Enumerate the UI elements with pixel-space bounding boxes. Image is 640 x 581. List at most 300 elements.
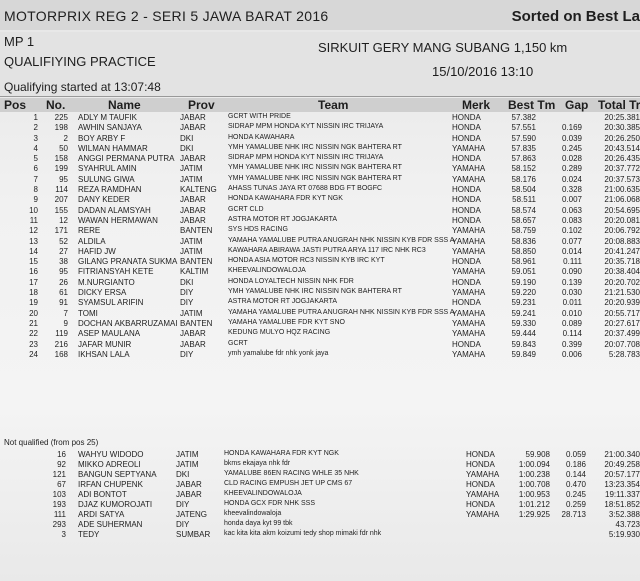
total-time-cell: 20:27.617: [604, 318, 640, 328]
number-cell: 198: [54, 123, 68, 133]
name-cell: ADE SUHERMAN: [78, 520, 143, 529]
team-cell: HONDA KAWAHARA FDR KYT NGK: [224, 450, 339, 457]
best-time-cell: 58.511: [512, 195, 536, 205]
table-header: [0, 98, 640, 112]
gap-cell: 0.470: [565, 480, 586, 489]
gap-cell: 0.028: [561, 154, 582, 164]
number-cell: 199: [54, 164, 68, 174]
number-cell: 216: [54, 339, 68, 349]
province-cell: DKI: [180, 277, 194, 287]
team-cell: YAMALUBE 86EN RACING WHLE 35 NHK: [224, 470, 359, 477]
number-cell: 16: [57, 450, 66, 459]
table-row: [0, 278, 640, 288]
number-cell: 95: [59, 267, 68, 277]
total-time-cell: 20:37.499: [604, 329, 640, 339]
team-cell: SYS HDS RACING: [228, 226, 288, 234]
name-cell: SYAHRUL AMIN: [78, 164, 137, 174]
header-gap: Gap: [565, 98, 589, 112]
table-row: [0, 460, 640, 470]
table-row: [0, 257, 640, 267]
name-cell: BOY ARBY F: [78, 133, 126, 143]
total-time-cell: 20:37.573: [604, 174, 640, 184]
gap-cell: 0.245: [561, 143, 582, 153]
number-cell: 2: [63, 133, 68, 143]
name-cell: DOCHAN AKBARRUZAMAI: [78, 318, 178, 328]
name-cell: ADI BONTOT: [78, 490, 127, 499]
number-cell: 103: [52, 490, 66, 499]
table-row: [0, 267, 640, 277]
best-time-cell: 58.574: [511, 205, 536, 215]
name-cell: WAHYU WIDODO: [78, 450, 144, 459]
province-cell: DIY: [180, 298, 194, 308]
gap-cell: 0.089: [561, 318, 582, 328]
number-cell: 9: [63, 318, 68, 328]
qualifying-start-label: Qualifying started at 13:07:48: [4, 80, 161, 94]
table-row: [0, 247, 640, 257]
gap-cell: 0.245: [565, 490, 586, 499]
pos-cell: 15: [29, 257, 38, 267]
province-cell: DKI: [176, 470, 190, 479]
team-cell: kac kita kita akm koizumi tedy shop mimaki fdr nhk: [224, 530, 382, 537]
brand-cell: HONDA: [452, 154, 481, 164]
brand-cell: YAMAHA: [452, 318, 486, 328]
total-time-cell: 20:26.435: [604, 154, 640, 164]
gap-cell: 0.114: [562, 329, 582, 339]
table-row: [0, 237, 640, 247]
name-cell: REZA RAMDHAN: [78, 185, 142, 195]
team-cell: GCRT CLD: [228, 205, 264, 213]
team-cell: ymh yamalube fdr nhk yonk jaya: [228, 349, 329, 357]
title-bar: [0, 0, 640, 30]
province-cell: JABAR: [176, 490, 202, 499]
brand-cell: YAMAHA: [452, 226, 486, 236]
gap-cell: 0.083: [561, 215, 582, 225]
table-row: [0, 175, 640, 185]
gap-cell: 0.169: [561, 123, 582, 133]
number-cell: 121: [52, 470, 66, 479]
best-time-cell: 57.590: [511, 133, 536, 143]
number-cell: 61: [59, 288, 68, 298]
team-cell: KHEEVALINDOWALOJA: [224, 490, 302, 497]
pos-cell: 1: [33, 113, 38, 122]
gap-cell: 0.111: [563, 257, 582, 267]
table-row: [0, 154, 640, 164]
sort-label: Sorted on Best La: [511, 8, 640, 25]
best-time-cell: 57.382: [511, 113, 536, 122]
pos-cell: 22: [29, 329, 38, 339]
brand-cell: HONDA: [466, 450, 495, 459]
name-cell: FITRIANSYAH KETE: [78, 267, 154, 277]
team-cell: SIDRAP MPM HONDA KYT NISSIN IRC TRIJAYA: [228, 154, 384, 162]
brand-cell: HONDA: [452, 277, 481, 287]
brand-cell: YAMAHA: [452, 288, 486, 298]
brand-cell: HONDA: [452, 298, 481, 308]
total-time-cell: 21:06.068: [604, 195, 640, 205]
name-cell: ASEP MAULANA: [78, 329, 141, 339]
best-time-cell: 57.835: [511, 143, 536, 153]
gap-cell: 0.259: [565, 500, 586, 509]
pos-cell: 21: [29, 318, 38, 328]
table-row: [0, 144, 640, 154]
province-cell: JATIM: [180, 308, 203, 318]
class-label: MP 1: [4, 34, 35, 49]
table-row: [0, 309, 640, 319]
team-cell: GCRT: [228, 339, 248, 347]
header-total: Total Tr: [598, 98, 640, 112]
gap-cell: 0.289: [561, 164, 582, 174]
brand-cell: HONDA: [452, 185, 481, 195]
province-cell: DIY: [176, 500, 190, 509]
table-row: [0, 298, 640, 308]
number-cell: 95: [59, 174, 68, 184]
brand-cell: YAMAHA: [452, 246, 486, 256]
total-time-cell: 20:20.702: [604, 277, 640, 287]
best-time-cell: 59.444: [511, 329, 536, 339]
total-time-cell: 18:51.852: [604, 500, 640, 509]
number-cell: 207: [54, 195, 68, 205]
province-cell: JATIM: [180, 236, 203, 246]
total-time-cell: 20:20.081: [604, 215, 640, 225]
number-cell: 27: [59, 246, 68, 256]
brand-cell: YAMAHA: [466, 490, 500, 499]
name-cell: TOMI: [78, 308, 98, 318]
number-cell: 225: [54, 113, 68, 122]
pos-cell: 10: [29, 205, 38, 215]
brand-cell: HONDA: [466, 500, 495, 509]
name-cell: WAWAN HERMAWAN: [78, 215, 158, 225]
team-cell: HONDA KAWAHARA: [228, 133, 295, 141]
table-row: [0, 350, 640, 360]
header-team: Team: [318, 98, 349, 112]
gap-cell: 0.006: [561, 349, 582, 359]
province-cell: JABAR: [180, 205, 206, 215]
best-time-cell: 1:01.212: [518, 500, 550, 509]
team-cell: YMH YAMALUBE NHK IRC NISSIN NGK BAHTERA RT: [228, 288, 402, 296]
number-cell: 293: [52, 520, 66, 529]
pos-cell: 12: [29, 226, 38, 236]
pos-cell: 11: [29, 215, 38, 225]
total-time-cell: 20:08.883: [604, 236, 640, 246]
team-cell: CLD RACING EMPUSH JET UP CMS 67: [224, 480, 353, 487]
best-time-cell: 58.961: [511, 257, 536, 267]
table-row: [0, 319, 640, 329]
total-time-cell: 20:26.250: [604, 133, 640, 143]
team-cell: bkms ekajaya nhk fdr: [224, 460, 291, 467]
gap-cell: 0.024: [561, 174, 582, 184]
best-time-cell: 59.190: [511, 277, 536, 287]
number-cell: 119: [55, 329, 68, 339]
best-time-cell: 58.657: [511, 215, 536, 225]
pos-cell: 9: [33, 195, 38, 205]
table-row: [0, 195, 640, 205]
table-row: [0, 134, 640, 144]
pos-cell: 18: [29, 288, 38, 298]
name-cell: ANGGI PERMANA PUTRA: [78, 154, 175, 164]
table-row: [0, 113, 640, 123]
brand-cell: YAMAHA: [452, 174, 486, 184]
team-cell: YAMAHA YAMALUBE FDR KYT SNO: [228, 318, 345, 326]
session-info: [0, 32, 640, 96]
gap-cell: 0.014: [561, 246, 582, 256]
table-row: [0, 450, 640, 460]
province-cell: DKI: [180, 133, 194, 143]
pos-cell: 14: [29, 246, 38, 256]
brand-cell: YAMAHA: [452, 329, 486, 339]
table-row: [0, 123, 640, 133]
team-cell: KHEEVALINDOWALOJA: [228, 267, 306, 275]
best-time-cell: 1:00.708: [518, 480, 550, 489]
total-time-cell: 20:38.404: [604, 267, 640, 277]
name-cell: SYAMSUL ARIFIN: [78, 298, 144, 308]
team-cell: GCRT WITH PRIDE: [228, 113, 291, 120]
province-cell: DIY: [180, 349, 194, 359]
brand-cell: HONDA: [452, 123, 481, 133]
total-time-cell: 20:35.718: [604, 257, 640, 267]
name-cell: RERE: [78, 226, 101, 236]
team-cell: YAMAHA YAMALUBE PUTRA ANUGRAH NHK NISSIN KYB FDR SSS A: [228, 236, 455, 244]
province-cell: JABAR: [180, 215, 206, 225]
pos-cell: 20: [29, 308, 38, 318]
province-cell: BANTEN: [180, 257, 213, 267]
province-cell: DIY: [176, 520, 190, 529]
team-cell: HONDA GCX FDR NHK SSS: [224, 500, 316, 507]
number-cell: 12: [59, 215, 68, 225]
name-cell: DICKY ERSA: [78, 288, 127, 298]
total-time-cell: 5:19.930: [608, 530, 640, 539]
province-cell: KALTENG: [180, 185, 217, 195]
total-time-cell: 3:52.388: [608, 510, 640, 519]
province-cell: JATIM: [180, 246, 203, 256]
total-time-cell: 20:54.695: [604, 205, 640, 215]
province-cell: BANTEN: [180, 226, 213, 236]
province-cell: JABAR: [180, 339, 206, 349]
gap-cell: 0.007: [561, 195, 582, 205]
name-cell: DANY KEDER: [78, 195, 130, 205]
gap-cell: 0.144: [565, 470, 586, 479]
header-name: Name: [108, 98, 141, 112]
total-time-cell: 13:23.354: [604, 480, 640, 489]
total-time-cell: 21:21.530: [604, 288, 640, 298]
number-cell: 168: [54, 349, 68, 359]
gap-cell: 0.186: [565, 460, 586, 469]
table-row: [0, 520, 640, 530]
best-time-cell: 59.220: [511, 288, 536, 298]
gap-cell: 0.328: [561, 185, 582, 195]
name-cell: SULUNG GIWA: [78, 174, 135, 184]
table-row: [0, 490, 640, 500]
province-cell: JABAR: [180, 123, 206, 133]
brand-cell: HONDA: [452, 339, 481, 349]
gap-cell: 0.030: [561, 288, 582, 298]
number-cell: 92: [57, 460, 66, 469]
team-cell: ASTRA MOTOR RT JOGJAKARTA: [228, 215, 338, 223]
table-row: [0, 470, 640, 480]
table-row: [0, 226, 640, 236]
best-time-cell: 58.759: [511, 226, 536, 236]
table-row: [0, 206, 640, 216]
total-time-cell: 20:20.939: [604, 298, 640, 308]
gap-cell: 0.010: [561, 308, 582, 318]
number-cell: 38: [59, 257, 68, 267]
number-cell: 171: [54, 226, 68, 236]
best-time-cell: 58.152: [511, 164, 536, 174]
best-time-cell: 1:00.238: [518, 470, 550, 479]
total-time-cell: 20:37.772: [604, 164, 640, 174]
team-cell: AHASS TUNAS JAYA RT 07688 BDG FT BOGFC: [228, 185, 383, 193]
pos-cell: 17: [29, 277, 38, 287]
gap-cell: 0.059: [565, 450, 586, 459]
best-time-cell: 57.551: [511, 123, 536, 133]
number-cell: 158: [54, 154, 68, 164]
best-time-cell: 59.843: [511, 339, 536, 349]
brand-cell: HONDA: [452, 113, 481, 122]
brand-cell: HONDA: [452, 215, 481, 225]
number-cell: 111: [53, 510, 66, 519]
brand-cell: YAMAHA: [452, 349, 486, 359]
table-row: [0, 288, 640, 298]
name-cell: M.NURGIANTO: [78, 277, 135, 287]
number-cell: 52: [59, 236, 68, 246]
gap-cell: 28.713: [561, 510, 586, 519]
session-label: QUALIFIYING PRACTICE: [4, 54, 156, 69]
brand-cell: HONDA: [452, 257, 481, 267]
number-cell: 114: [55, 185, 68, 195]
total-time-cell: 20:25.381: [604, 113, 640, 122]
brand-cell: YAMAHA: [452, 236, 486, 246]
pos-cell: 5: [33, 154, 38, 164]
team-cell: ASTRA MOTOR RT JOGJAKARTA: [228, 298, 338, 306]
number-cell: 91: [59, 298, 68, 308]
total-time-cell: 5:28.783: [608, 349, 640, 359]
gap-cell: 0.090: [561, 267, 582, 277]
total-time-cell: 20:43.514: [604, 143, 640, 153]
table-row: [0, 340, 640, 350]
pos-cell: 8: [33, 185, 38, 195]
name-cell: IRFAN CHUPENK: [78, 480, 143, 489]
number-cell: 3: [61, 530, 66, 539]
gap-cell: 0.102: [561, 226, 582, 236]
total-time-cell: 20:55.717: [604, 308, 640, 318]
team-cell: HONDA LOYALTECH NISSIN NHK FDR: [228, 277, 354, 285]
best-time-cell: 59.908: [525, 450, 550, 459]
name-cell: BANGUN SEPTYANA: [78, 470, 157, 479]
name-cell: DJAZ KUMOROJATI: [78, 500, 153, 509]
name-cell: ADLY M TAUFIK: [78, 113, 137, 122]
date-label: 15/10/2016 13:10: [432, 64, 534, 79]
total-time-cell: 20:57.177: [604, 470, 640, 479]
total-time-cell: 20:07.708: [604, 339, 640, 349]
pos-cell: 16: [29, 267, 38, 277]
brand-cell: YAMAHA: [452, 164, 486, 174]
province-cell: DKI: [180, 143, 194, 153]
circuit-label: SIRKUIT GERY MANG SUBANG 1,150 km: [318, 40, 568, 55]
province-cell: JATENG: [176, 510, 207, 519]
gap-cell: 0.011: [562, 298, 582, 308]
results-table: [0, 113, 640, 360]
table-row: [0, 329, 640, 339]
pos-cell: 2: [33, 123, 38, 133]
team-cell: HONDA KAWAHARA FDR KYT NGK: [228, 195, 343, 203]
pos-cell: 3: [33, 133, 38, 143]
team-cell: YAMAHA YAMALUBE PUTRA ANUGRAH NHK NISSIN KYB FDR SSS A: [228, 308, 455, 316]
total-time-cell: 20:49.258: [604, 460, 640, 469]
total-time-cell: 19:11.337: [605, 490, 640, 499]
team-cell: honda daya kyt 99 tbk: [224, 520, 293, 527]
province-cell: BANTEN: [180, 318, 213, 328]
brand-cell: YAMAHA: [452, 267, 486, 277]
province-cell: JABAR: [180, 329, 206, 339]
gap-cell: 0.063: [561, 205, 582, 215]
best-time-cell: 58.176: [511, 174, 536, 184]
table-row: [0, 530, 640, 540]
pos-cell: 23: [29, 339, 38, 349]
province-cell: JABAR: [180, 154, 206, 164]
best-time-cell: 1:29.925: [518, 510, 550, 519]
best-time-cell: 1:00.094: [518, 460, 550, 469]
total-time-cell: 43.723: [615, 520, 640, 529]
table-row: [0, 185, 640, 195]
name-cell: JAFAR MUNIR: [78, 339, 132, 349]
number-cell: 67: [57, 480, 66, 489]
province-cell: JATIM: [176, 460, 199, 469]
brand-cell: YAMAHA: [466, 510, 500, 519]
table-row: [0, 510, 640, 520]
gap-cell: 0.139: [561, 277, 582, 287]
gap-cell: 0.399: [561, 339, 582, 349]
pos-cell: 4: [33, 143, 38, 153]
brand-cell: YAMAHA: [452, 143, 486, 153]
province-cell: SUMBAR: [176, 530, 211, 539]
province-cell: JABAR: [180, 113, 206, 122]
best-time-cell: 58.836: [511, 236, 536, 246]
total-time-cell: 21:00.635: [604, 185, 640, 195]
team-cell: HONDA ASIA MOTOR RC3 NISSIN KYB IRC KYT: [228, 257, 385, 265]
best-time-cell: 59.051: [511, 267, 536, 277]
team-cell: YMH YAMALUBE NHK IRC NISSIN NGK BAHTERA RT: [228, 174, 402, 182]
table-row: [0, 216, 640, 226]
name-cell: GILANG PRANATA SUKMA: [78, 257, 178, 267]
best-time-cell: 58.850: [511, 246, 536, 256]
not-qualified-table: [0, 450, 640, 540]
number-cell: 50: [59, 143, 68, 153]
best-time-cell: 57.863: [511, 154, 536, 164]
province-cell: JATIM: [180, 174, 203, 184]
table-row: [0, 500, 640, 510]
name-cell: IKHSAN LALA: [78, 349, 130, 359]
best-time-cell: 59.849: [511, 349, 536, 359]
team-cell: KEDUNG MULYO HQZ RACING: [228, 329, 331, 337]
brand-cell: HONDA: [466, 480, 495, 489]
best-time-cell: 58.504: [511, 185, 536, 195]
gap-cell: 0.039: [561, 133, 582, 143]
pos-cell: 13: [29, 236, 38, 246]
pos-cell: 7: [33, 174, 38, 184]
name-cell: WILMAN HAMMAR: [78, 143, 148, 153]
brand-cell: YAMAHA: [466, 470, 500, 479]
province-cell: JATIM: [176, 450, 199, 459]
province-cell: KALTIM: [180, 267, 209, 277]
header-merk: Merk: [462, 98, 491, 112]
not-qualified-label: Not qualified (from pos 25): [4, 438, 99, 447]
pos-cell: 19: [29, 298, 38, 308]
brand-cell: HONDA: [466, 460, 495, 469]
brand-cell: HONDA: [452, 133, 481, 143]
best-time-cell: 59.241: [511, 308, 536, 318]
province-cell: JATIM: [180, 164, 203, 174]
pos-cell: 6: [33, 164, 38, 174]
pos-cell: 24: [29, 349, 38, 359]
number-cell: 193: [52, 500, 66, 509]
